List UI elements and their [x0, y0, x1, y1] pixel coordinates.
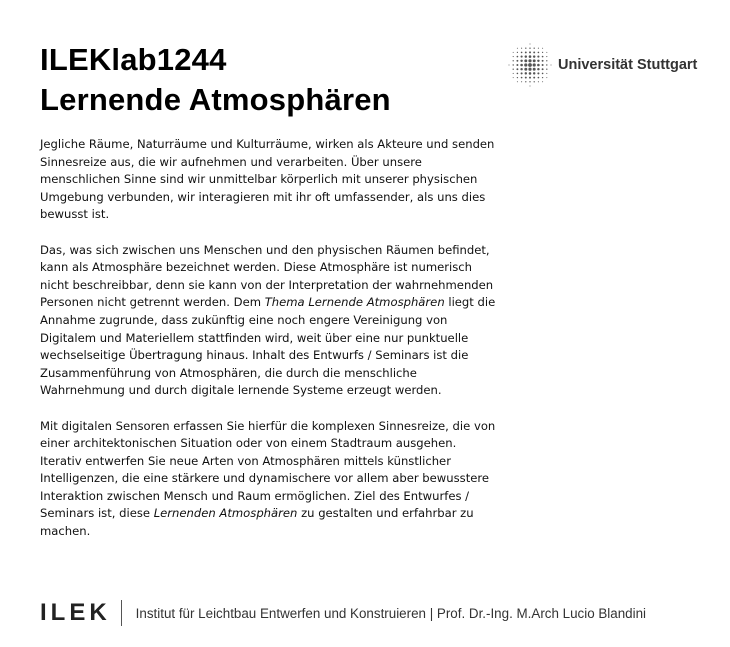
- logo-dot: [546, 69, 547, 70]
- logo-dot: [521, 52, 523, 54]
- logo-dot: [533, 63, 536, 66]
- logo-dot: [538, 77, 540, 79]
- logo-dot: [521, 81, 522, 82]
- logo-dot: [529, 81, 530, 82]
- logo-dot: [529, 51, 531, 53]
- logo-dot: [533, 55, 535, 57]
- logo-dot: [546, 60, 547, 61]
- logo-dot: [517, 56, 519, 58]
- logo-dot: [513, 52, 514, 53]
- logo-dot: [520, 60, 522, 62]
- logo-dot: [525, 77, 527, 79]
- logo-dot: [524, 63, 527, 66]
- logo-dot: [513, 77, 514, 78]
- logo-dot: [551, 65, 552, 66]
- logo-dot: [513, 64, 514, 65]
- logo-dot: [542, 77, 543, 78]
- logo-dot: [537, 56, 539, 58]
- logo-dot: [542, 68, 544, 70]
- logo-dot: [524, 68, 527, 71]
- footer-logo: ILEK: [40, 599, 111, 626]
- logo-dot: [520, 64, 523, 67]
- logo-dot: [517, 81, 518, 82]
- paragraph-1-text: Jegliche Räume, Naturräume und Kulturräume, wirken als Akteure und senden Sinnesreize aus, die wir aufnehmen und verarbeiten. Über unsere menschlichen Sinne sind wir unmittelbar körperlich mit unserer physischen Umgebung verbunden, wir interagieren mit ihr oft umfassender, als uns dies bewusst ist.: [40, 137, 495, 222]
- logo-dot: [533, 59, 536, 62]
- logo-dot: [524, 59, 527, 62]
- footer-institute-text: Institut für Leichtbau Entwerfen und Konstruieren | Prof. Dr.-Ing. M.Arch Lucio Blandini: [135, 605, 647, 621]
- logo-dot: [542, 81, 543, 82]
- logo-dot: [542, 73, 544, 75]
- logo-dot: [542, 48, 543, 49]
- paragraph-2-emphasis: Thema Lernende Atmosphären: [264, 295, 445, 310]
- logo-dot: [533, 77, 535, 79]
- paragraph-2-text-b: liegt die Annahme zugrunde, dass zukünftig eine noch engere Vereinigung von Digitalem und Materiellem stattfinden wird, weit über eine nur punktuelle wechselseitige Übertragung hinaus. Inhalt des Entwurfs / Seminars ist die Zusammenführung von Atmosphären, die durch die menschliche Wahrnehmung und durch digitale lernende Systeme erzeugt werden.: [40, 295, 496, 398]
- university-dot-logo-icon: [508, 43, 552, 87]
- logo-dot: [517, 48, 518, 49]
- logo-dot: [525, 55, 527, 57]
- logo-dot: [525, 48, 526, 49]
- logo-dot: [542, 52, 543, 53]
- logo-dot: [537, 68, 539, 70]
- logo-dot: [529, 55, 532, 58]
- logo-dot: [513, 60, 514, 61]
- logo-dot: [525, 81, 526, 82]
- logo-dot: [533, 68, 536, 71]
- logo-dot: [538, 52, 540, 54]
- paragraph-1: [40, 136, 500, 224]
- logo-dot: [521, 77, 523, 79]
- paragraph-2: [40, 242, 500, 400]
- title-block: [40, 40, 391, 120]
- logo-dot: [542, 60, 544, 62]
- logo-dot: [525, 51, 527, 53]
- logo-dot: [517, 77, 518, 78]
- logo-dot: [546, 52, 547, 53]
- logo-dot: [542, 56, 544, 58]
- page-subtitle: Lernende Atmosphären: [40, 82, 391, 117]
- logo-dot: [528, 68, 531, 71]
- logo-dot: [517, 73, 519, 75]
- logo-dot: [537, 60, 539, 62]
- logo-dot: [546, 64, 547, 65]
- logo-dot: [529, 77, 531, 79]
- logo-dot: [529, 72, 532, 75]
- paragraph-3-text-a: Mit digitalen Sensoren erfassen Sie hierfür die komplexen Sinnesreize, die von einer architektonischen Situation oder von einem Stadtraum ausgehen. Iterativ entwerfen Sie neue Arten von Atmosphären mittels künstlicher Intelligenzen, die eine stärkere und dynamischere vor allem aber bewusstere Interaktion zwischen Mensch und Raum ermöglichen. Ziel des Entwurfes / Seminars ist, diese: [40, 418, 496, 521]
- footer: [40, 599, 646, 627]
- logo-dot: [530, 86, 531, 87]
- logo-dot: [509, 65, 510, 66]
- logo-dot: [533, 72, 535, 74]
- logo-dot: [517, 52, 518, 53]
- logo-dot: [538, 48, 539, 49]
- logo-dot: [533, 51, 535, 53]
- logo-dot: [521, 48, 522, 49]
- paragraph-3-text-b: zu gestalten und erfahrbar zu machen.: [40, 506, 474, 539]
- logo-dot: [513, 73, 514, 74]
- logo-dot: [525, 72, 527, 74]
- logo-dot: [516, 60, 518, 62]
- paragraph-2-text-a: Das, was sich zwischen uns Menschen und den physischen Räumen befindet, kann als Atmosphäre bezeichnet werden. Diese Atmosphäre ist numerisch nicht beschreibbar, denn sie kann von der Interpretation der wahrnehmenden Personen nicht getrennt werden. Dem: [40, 242, 494, 310]
- logo-dot: [546, 73, 547, 74]
- logo-dot: [528, 63, 532, 67]
- logo-dot: [546, 77, 547, 78]
- logo-dot: [516, 64, 518, 66]
- page-title: ILEKlab1244: [40, 42, 227, 77]
- logo-dot: [521, 72, 523, 74]
- logo-dot: [534, 48, 535, 49]
- logo-dot: [513, 56, 514, 57]
- logo-dot: [537, 72, 539, 74]
- paragraph-3-emphasis: Lernenden Atmosphären: [153, 506, 298, 521]
- logo-dot: [529, 48, 530, 49]
- logo-dot: [530, 44, 531, 45]
- body-text: [40, 136, 500, 558]
- university-name: Universität Stuttgart: [558, 57, 698, 73]
- logo-dot: [542, 64, 544, 66]
- logo-dot: [520, 68, 522, 70]
- logo-dot: [546, 56, 547, 57]
- logo-dot: [516, 68, 518, 70]
- logo-dot: [534, 81, 535, 82]
- logo-dot: [521, 56, 523, 58]
- footer-divider: [121, 600, 122, 626]
- logo-dot: [513, 69, 514, 70]
- university-logo: [508, 43, 697, 87]
- logo-dot: [538, 81, 539, 82]
- paragraph-3: [40, 418, 500, 541]
- logo-dot: [528, 59, 531, 62]
- logo-dot: [537, 64, 540, 67]
